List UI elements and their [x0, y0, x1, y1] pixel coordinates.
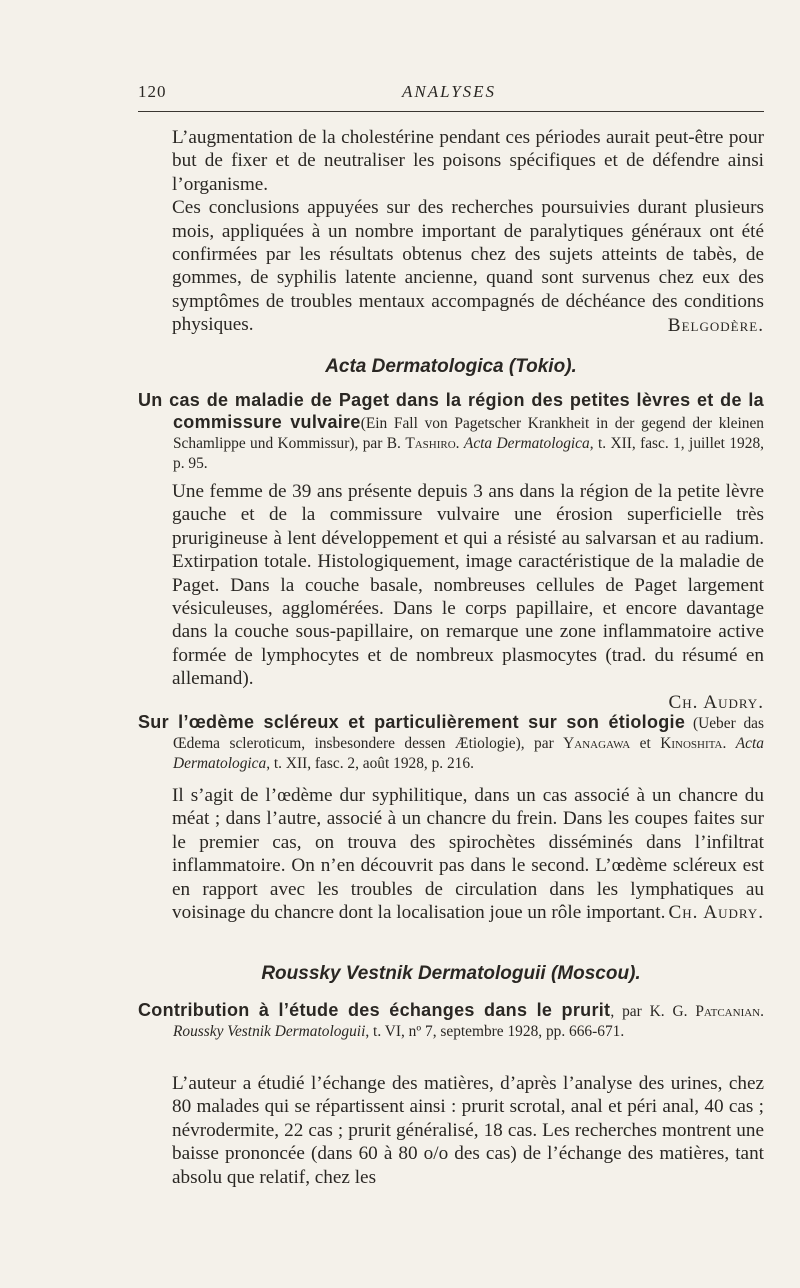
journal-heading-acta: Acta Dermatologica (Tokio). — [325, 356, 577, 377]
article1-journal-ref: Acta Dermatologica — [463, 435, 590, 452]
section1-paragraph-1: L’augmentation de la cholestérine pendant ces périodes aurait peut-être pour but de fixer et de neutraliser les poisons spécifiques et de défendre ainsi l’organisme. — [172, 127, 764, 195]
section1-text — [172, 126, 764, 337]
article3-ref-a: , par K. G. — [610, 1003, 696, 1020]
article2-author2: Kinoshita — [660, 735, 723, 752]
article1-ref-a: (Ein Fall von Pagetscher Krankheit in der gegend der kleinen Schamlippe und Kommissur), par B. — [173, 415, 764, 452]
article3-journal-ref: Roussky Vestnik Dermatologuii — [173, 1023, 366, 1040]
article1-title: Un cas de maladie de Paget dans la région des petites lèvres et de la commissure vulvaire — [138, 390, 764, 432]
article2-text — [172, 784, 764, 925]
article1-ref-c: , t. XII, fasc. 1, juillet 1928, p. 95. — [173, 435, 764, 472]
article3-body: L’auteur a étudié l’échange des matières, d’après l’analyse des urines, chez 80 malades qui se répartissent ainsi : prurit scrotal, anal et péri anal, 40 cas ; névrodermite, 22 cas ; prurit généralisé, 18 cas. Les recherches montrent une baisse prononcée (dans 60 à 80 o/o des cas) de l’échange des matières, tant absolu que relatif, chez les — [172, 1073, 764, 1188]
article3-author: Patcanian — [695, 1003, 761, 1020]
article1-author: Tashiro — [405, 435, 456, 452]
article1-text — [172, 480, 764, 714]
article1-ref-b: . — [455, 435, 464, 452]
running-title: ANALYSES — [401, 82, 497, 101]
section1-paragraph-2: Ces conclusions appuyées sur des recherches poursuivies durant plusieurs mois, appliquées à un nombre important de paralytiques généraux ont été confirmées par les résultats obtenus chez des sujets atteints de tabès, de gommes, de syphilis latente ancienne, quand sont survenus chez eux des symptômes de troubles mentaux accompagnés de déchéance des conditions physiques. — [172, 197, 764, 336]
article1-heading — [138, 390, 764, 474]
article2-ref-a: (Ueber das Œdema scleroticum, insbesondere dessen Ætiologie), par — [173, 715, 764, 752]
article2-author1: Yanagawa — [563, 735, 631, 752]
article3-ref-c: , t. VI, nº 7, septembre 1928, pp. 666-671. — [365, 1023, 625, 1040]
article1-signature: Ch. Audry. — [668, 691, 764, 713]
article1-body: Une femme de 39 ans présente depuis 3 ans dans la région de la petite lèvre gauche et de la commissure vulvaire une érosion superficielle très prurigineuse à lent développement et qui a résisté au salvarsan et au radium. Extirpation totale. Histologiquement, image caractéristique de la maladie de Paget. Dans la couche basale, nombreuses cellules de Paget largement vésiculeuses, agglomérées. Dans le corps papillaire, et encore davantage dans la couche sous-papillaire, on remarque une zone inflammatoire active formée de lymphocytes et de nombreux plasmocytes (trad. du résumé en allemand). — [172, 481, 764, 690]
article3-text — [172, 1072, 764, 1189]
article3-heading — [138, 1000, 764, 1042]
article2-signature: Ch. Audry. — [668, 902, 764, 924]
journal-heading-roussky: Roussky Vestnik Dermatologuii (Moscou). — [261, 963, 641, 984]
section1-signature: Belgodère. — [667, 314, 764, 336]
article3-title: Contribution à l’étude des échanges dans le prurit — [138, 1000, 611, 1020]
header-rule — [138, 111, 764, 112]
article2-ref-b: et — [630, 735, 661, 752]
page-header — [138, 82, 760, 104]
article2-ref-c: . — [722, 735, 736, 752]
article2-body: Il s’agit de l’œdème dur syphilitique, dans un cas associé à un chancre du méat ; dans l’autre, associé à un chancre du frein. Dans les coupes faites sur le premier cas, on trouva des spirochètes disséminés dans l’infiltrat inflammatoire. On n’en découvrit pas dans le second. L’œdème scléreux est en rapport avec les troubles de circulation dans les lymphatiques au voisinage du chancre dont la localisation joue un rôle important. — [172, 785, 764, 924]
page-number: 120 — [138, 82, 167, 101]
article2-journal-ref: Acta Dermatologica — [173, 735, 764, 772]
article2-heading — [138, 712, 764, 774]
article2-title: Sur l’œdème scléreux et particulièrement sur son étiologie — [138, 712, 686, 732]
article2-ref-d: , t. XII, fasc. 2, août 1928, p. 216. — [266, 755, 474, 772]
article3-ref-b: . — [760, 1003, 764, 1020]
